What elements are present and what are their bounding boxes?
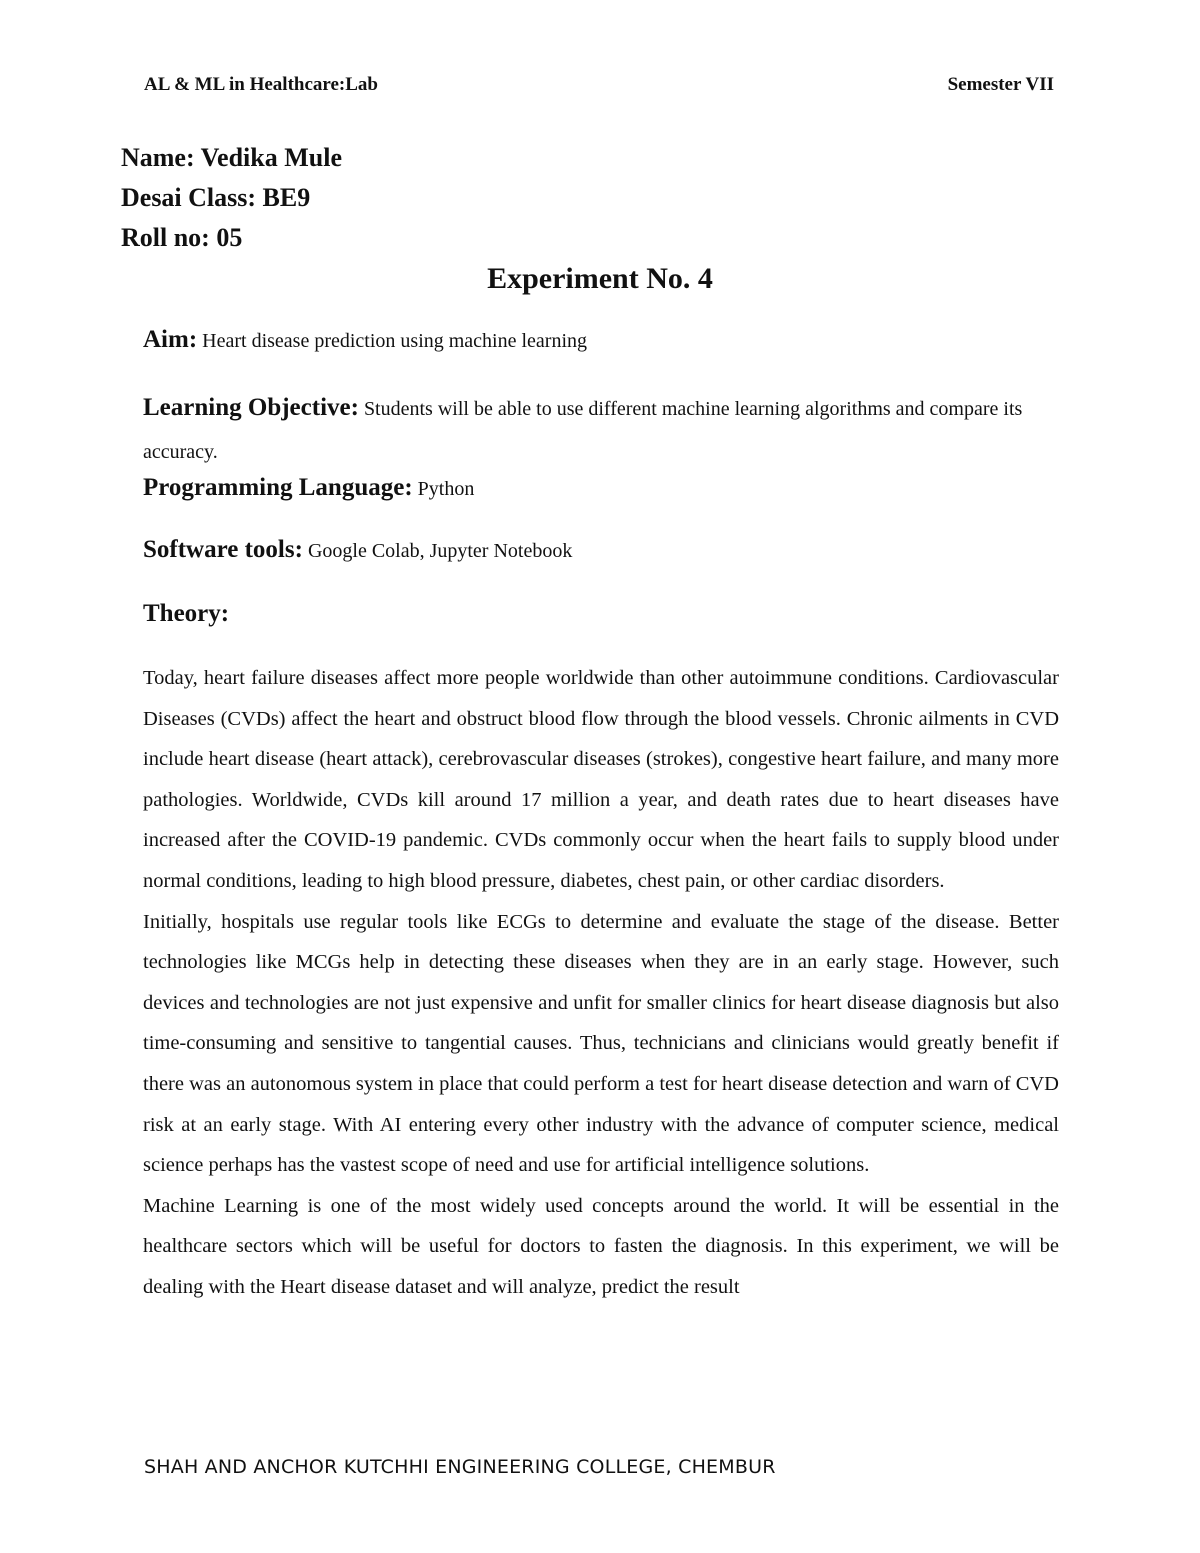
aim-section <box>143 326 1059 354</box>
semester-header: Semester VII <box>947 74 1054 95</box>
college-footer: SHAH AND ANCHOR KUTCHHI ENGINEERING COLLEGE, CHEMBUR <box>144 1456 776 1478</box>
tools-text: Google Colab, Jupyter Notebook <box>307 540 573 562</box>
objective-text: Students will be able to use different machine learning algorithms and compare its accuracy. <box>143 398 1023 463</box>
aim-text: Heart disease prediction using machine learning <box>202 330 588 352</box>
language-label: Programming Language: <box>143 474 413 501</box>
tools-label: Software tools: <box>143 536 303 563</box>
objective-label: Learning Objective: <box>143 394 359 421</box>
theory-heading: Theory: <box>143 600 230 627</box>
student-info <box>121 138 342 258</box>
course-title-header: AL & ML in Healthcare:Lab <box>144 74 378 95</box>
student-class: Desai Class: BE9 <box>121 183 311 212</box>
theory-paragraph: Initially, hospitals use regular tools like ECGs to determine and evaluate the stage of the disease. Better technologies like MCGs help in detecting these diseases when they are in an early stage. However, such devices and technologies are not just expensive and unfit for smaller clinics for heart disease diagnosis but also time-consuming and sensitive to tangential causes. Thus, technicians and clinicians would greatly benefit if there was an autonomous system in place that could perform a test for heart disease detection and warn of CVD risk at an early stage. With AI entering every other industry with the advance of computer science, medical science perhaps has the vastest scope of need and use for artificial intelligence solutions. <box>143 910 1059 1177</box>
student-roll: Roll no: 05 <box>121 223 243 252</box>
tools-section <box>143 536 1059 564</box>
experiment-title: Experiment No. 4 <box>487 262 713 295</box>
theory-paragraph: Today, heart failure diseases affect more people worldwide than other autoimmune conditions. Cardiovascular Diseases (CVDs) affect the heart and obstruct blood flow through the blood vessels. Chronic ailments in CVD include heart disease (heart attack), cerebrovascular diseases (strokes), congestive heart failure, and many more pathologies. Worldwide, CVDs kill around 17 million a year, and death rates due to heart diseases have increased after the COVID-19 pandemic. CVDs commonly occur when the heart fails to supply blood under normal conditions, leading to high blood pressure, diabetes, chest pain, or other cardiac disorders. <box>143 667 1059 892</box>
language-text: Python <box>417 478 475 500</box>
theory-body <box>143 658 1059 1308</box>
theory-paragraph: Machine Learning is one of the most widely used concepts around the world. It will be essential in the healthcare sectors which will be useful for doctors to fasten the diagnosis. In this experiment, we will be dealing with the Heart disease dataset and will analyze, predict the result <box>143 1194 1059 1298</box>
aim-label: Aim: <box>143 326 198 353</box>
language-section <box>143 474 1059 502</box>
student-name: Name: Vedika Mule <box>121 143 342 172</box>
objective-section <box>143 386 1059 474</box>
